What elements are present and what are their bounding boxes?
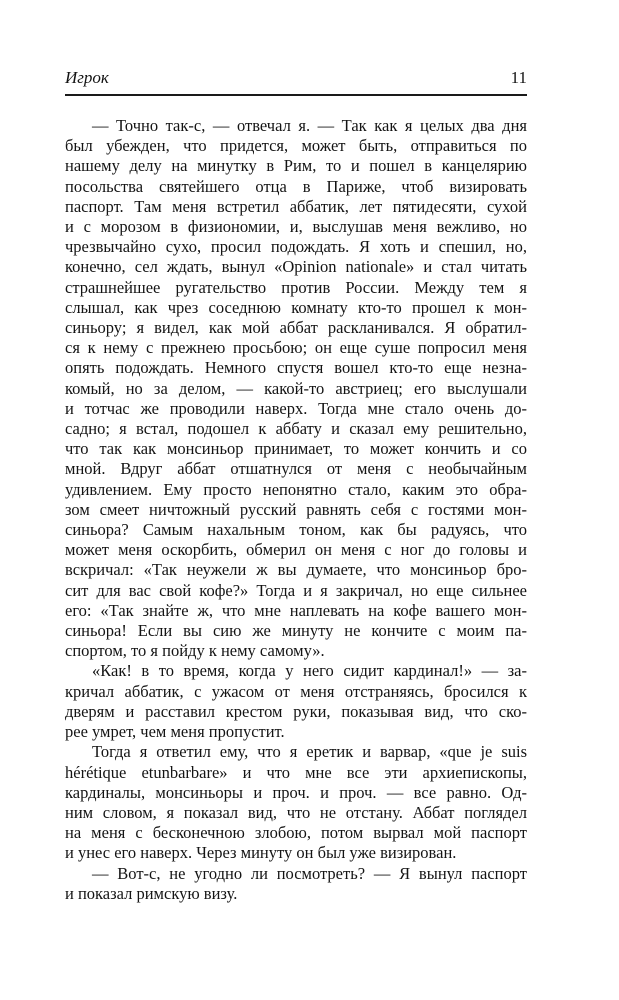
text-line: нашему делу на минутку в Рим, то и пошел в канцелярию [65,156,527,176]
text-line: паспорт. Там меня встретил аббатик, лет пятидесяти, сухой [65,196,527,216]
text-line: кричал аббатик, с ужасом от меня отстраняясь, бросился к [65,681,527,701]
text-line: был убежден, что придется, может быть, отправиться по [65,136,527,156]
text-line: Тогда я ответил ему, что я еретик и варвар, «que je suis [92,742,527,762]
text-line: что так как монсиньор принимает, то может кончить и со [65,439,527,459]
text-line: зом смеет ничтожный русский равнять себя с гостями мон- [65,499,527,519]
text-line: и унес его наверх. Через минуту он был уже визирован. [65,843,457,863]
text-line: садно; я встал, подошел к аббату и сказал ему решительно, [65,419,527,439]
page-number: 11 [510,68,527,87]
text-line: комый, но за делом, — какой-то австриец; его выслушали [65,378,527,398]
text-line: вскричал: «Так неужели ж вы думаете, что монсиньор бро- [65,560,527,580]
text-line: кардиналы, монсиньоры и проч. и проч. — все равно. Од- [65,782,527,802]
text-line: hérétique etunbarbare» и что мне все эти архиепископы, [65,762,527,782]
text-line: слышал, как чрез соседнюю комнату кто-то прошел к мон- [65,297,527,317]
text-line: спортом, то я пойду к нему самому». [65,641,325,661]
text-line: и с морозом в физиономии, и, выслушав меня вежливо, но [65,217,527,237]
text-line: чрезвычайно сухо, просил подождать. Я хоть и спешил, но, [65,237,527,257]
text-block [65,116,527,904]
text-line: конечно, сел ждать, вынул «Opinion nationale» и стал читать [65,257,527,277]
text-line: — Вот-с, не угодно ли посмотреть? — Я вынул паспорт [92,863,527,883]
text-line: ним словом, я показал вид, что не отстану. Аббат поглядел [65,802,527,822]
text-line: — Точно так-с, — отвечал я. — Так как я целых два дня [92,116,527,135]
text-line: и тотчас же проводили наверх. Тогда мне стало очень до- [65,398,527,418]
text-line: может меня оскорбить, обмерил он меня с ног до головы и [65,540,527,560]
text-line: ся к нему с прежнею просьбою; он еще суше попросил меня [65,338,527,358]
header-rule [65,94,527,96]
paragraph [65,742,527,863]
text-line: «Как! в то время, когда у него сидит кардинал!» — за- [92,661,527,681]
text-line: сит для вас свой кофе?» Тогда и я закричал, но еще сильнее [65,580,527,600]
text-line: синьора! Если вы сию же минуту не кончите с моим па- [65,621,527,641]
paragraph [65,116,527,661]
text-line: опять подождать. Немного спустя вошел кто-то еще незна- [65,358,527,378]
text-line: дверям и расставил крестом руки, показывая вид, что ско- [65,701,527,721]
text-line: удивлением. Ему просто непонятно стало, каким это обра- [65,479,527,499]
text-line: рее умрет, чем меня пропустит. [65,722,285,742]
text-line: мной. Вдруг аббат отшатнулся от меня с необычайным [65,459,527,479]
text-line: страшнейшее ругательство против России. Между тем я [65,277,527,297]
page-header [65,68,527,88]
text-line: и показал римскую визу. [65,883,238,903]
paragraph [65,864,527,904]
text-line: синьору; я видел, как мой аббат раскланивался. Я обратил- [65,318,527,338]
paragraph [65,661,527,742]
text-line: посольства святейшего отца в Париже, чтоб визировать [65,176,527,196]
text-line: его: «Так знайте ж, что мне наплевать на кофе вашего мон- [65,600,527,620]
text-line: на меня с бесконечною злобою, потом вырвал мой паспорт [65,823,527,843]
running-title: Игрок [65,68,109,87]
text-line: синьора? Самым нахальным тоном, как бы радуясь, что [65,520,527,540]
